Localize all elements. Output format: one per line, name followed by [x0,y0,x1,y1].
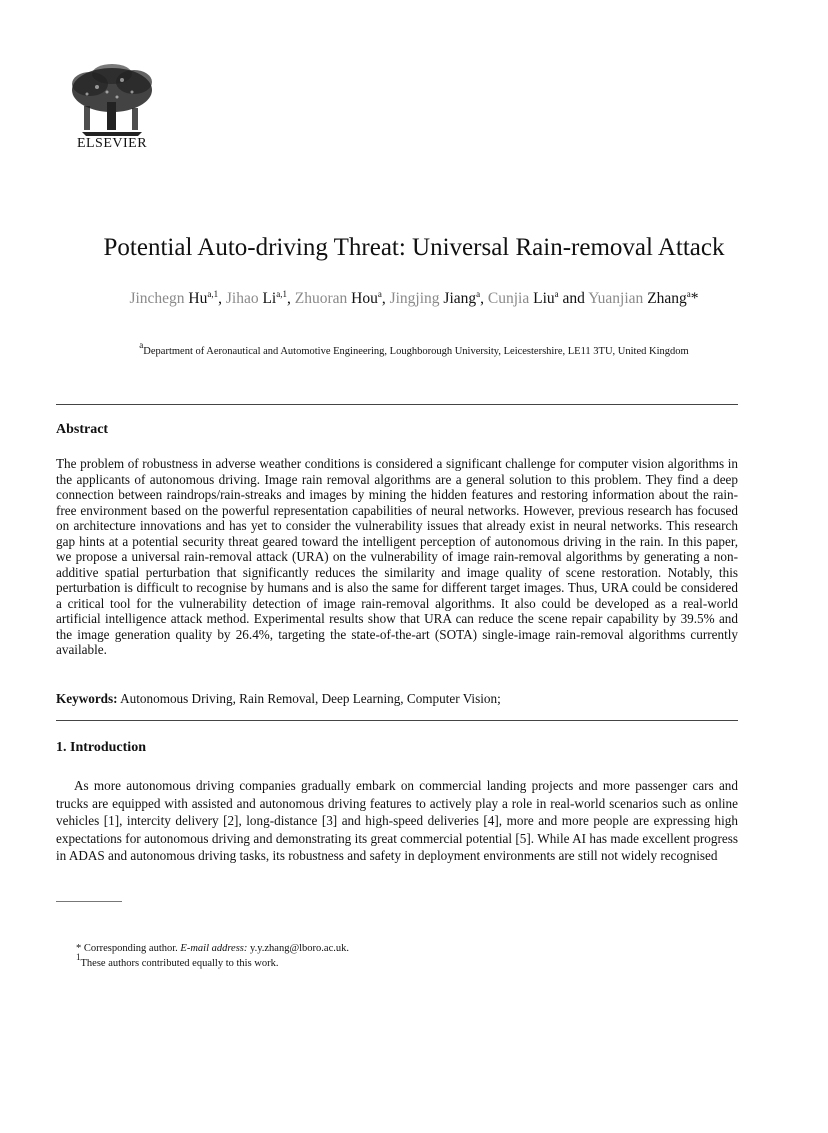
equal-text: These authors contributed equally to this work. [80,958,279,969]
author-separator: , [218,290,226,307]
footnote-rule [56,901,122,902]
email-address: y.y.zhang@lboro.ac.uk. [247,943,350,954]
paper-title: Potential Auto-driving Threat: Universal Rain-removal Attack [103,234,725,261]
author [390,290,488,307]
affiliation [40,340,788,357]
author-family-name: Jiang [443,290,477,307]
author-given-name: Zhuoran [294,290,348,307]
abstract-bottom-rule [56,720,738,721]
email-label: E-mail address: [180,943,248,954]
author-affiliation-marker: a [377,289,382,299]
keywords-text: Autonomous Driving, Rain Removal, Deep Learning, Computer Vision; [120,691,501,706]
corresponding-footnote [76,941,676,956]
author [488,290,588,307]
abstract-top-rule [56,404,738,405]
author-separator: , [287,290,295,307]
author-separator: , [480,290,488,307]
author-family-name: Liu [533,290,555,307]
affiliation-text: Department of Aeronautical and Automotive Engineering, Loughborough University, Leicestershire, LE11 3TU, United Kingdom [143,346,689,357]
author [129,290,225,307]
author-given-name: Jingjing [389,290,440,307]
footnotes [76,941,676,971]
equal-contribution-footnote [76,952,676,971]
author-family-name: Hu [188,290,208,307]
author-family-name: Li [262,290,277,307]
author [226,290,295,307]
author-affiliation-marker: a [686,289,691,299]
author-affiliation-marker: a [476,289,481,299]
author [295,290,390,307]
abstract-heading: Abstract [56,422,109,437]
author-family-name: Hou [351,290,378,307]
author-family-name: Zhang [647,290,687,307]
author-given-name: Cunjia [487,290,530,307]
author-affiliation-marker: a [554,289,559,299]
author-separator: and [558,290,589,307]
author-given-name: Jihao [225,290,259,307]
author [588,290,698,307]
introduction-body: As more autonomous driving companies gradually embark on commercial landing projects and more passenger cars and trucks are equipped with assisted and autonomous driving features to actively play a role in real-world scenarios such as online vehicles [1], intercity delivery [2], long-distance [3] and high-speed deliveries [4], more and more people are expressing high expectations for autonomous driving and demonstrating its great commercial potential [5]. While AI has made excellent progress in ADAS and autonomous driving tasks, its robustness and safety in deployment environments are still not widely recognised [56,778,738,864]
equal-marker: 1 [76,952,81,962]
affiliation-marker: a [139,340,144,350]
author-list [80,286,748,311]
author-affiliation-marker: a,1 [276,289,287,299]
abstract-body: The problem of robustness in adverse weather conditions is considered a significant challenge for computer vision algorithms in the applicants of autonomous driving. Image rain removal algorithms are a general solution to this problem. They find a deep connection between raindrops/rain-streaks and images by mining the hidden features and restoring information about the rain-free environment based on the powerful representation capabilities of neural networks. However, previous research has focused on architecture innovations and has yet to consider the vulnerability issues that already exist in neural networks. This research gap hints at a potential security threat geared toward the intelligent perception of autonomous driving in the rain. In this paper, we propose a universal rain-removal attack (URA) on the vulnerability of image rain-removal algorithms by generating a non-additive spatial perturbation that significantly reduces the similarity and image quality of scene restoration. Notably, this perturbation is difficult to recognise by humans and is also the same for different target images. Thus, URA could be considered a critical tool for the vulnerability detection of image rain-removal algorithms. It also could be developed as a real-world artificial intelligence attack method. Experimental results show that URA can reduce the scene repair capability by 39.5% and the image generation quality by 26.4%, targeting the state-of-the-art (SOTA) single-image rain-removal algorithms currently available. [56,456,738,657]
keywords [56,691,738,707]
publisher-name: ELSEVIER [76,136,148,151]
author-affiliation-marker: a,1 [207,289,219,299]
keywords-label: Keywords: [56,691,118,706]
author-separator: , [381,290,390,307]
corresponding-label: * Corresponding author. [76,943,181,954]
author-separator: * [690,290,699,307]
introduction-heading: 1. Introduction [56,740,146,755]
author-given-name: Yuanjian [588,290,644,307]
author-given-name: Jinchegn [129,290,185,307]
